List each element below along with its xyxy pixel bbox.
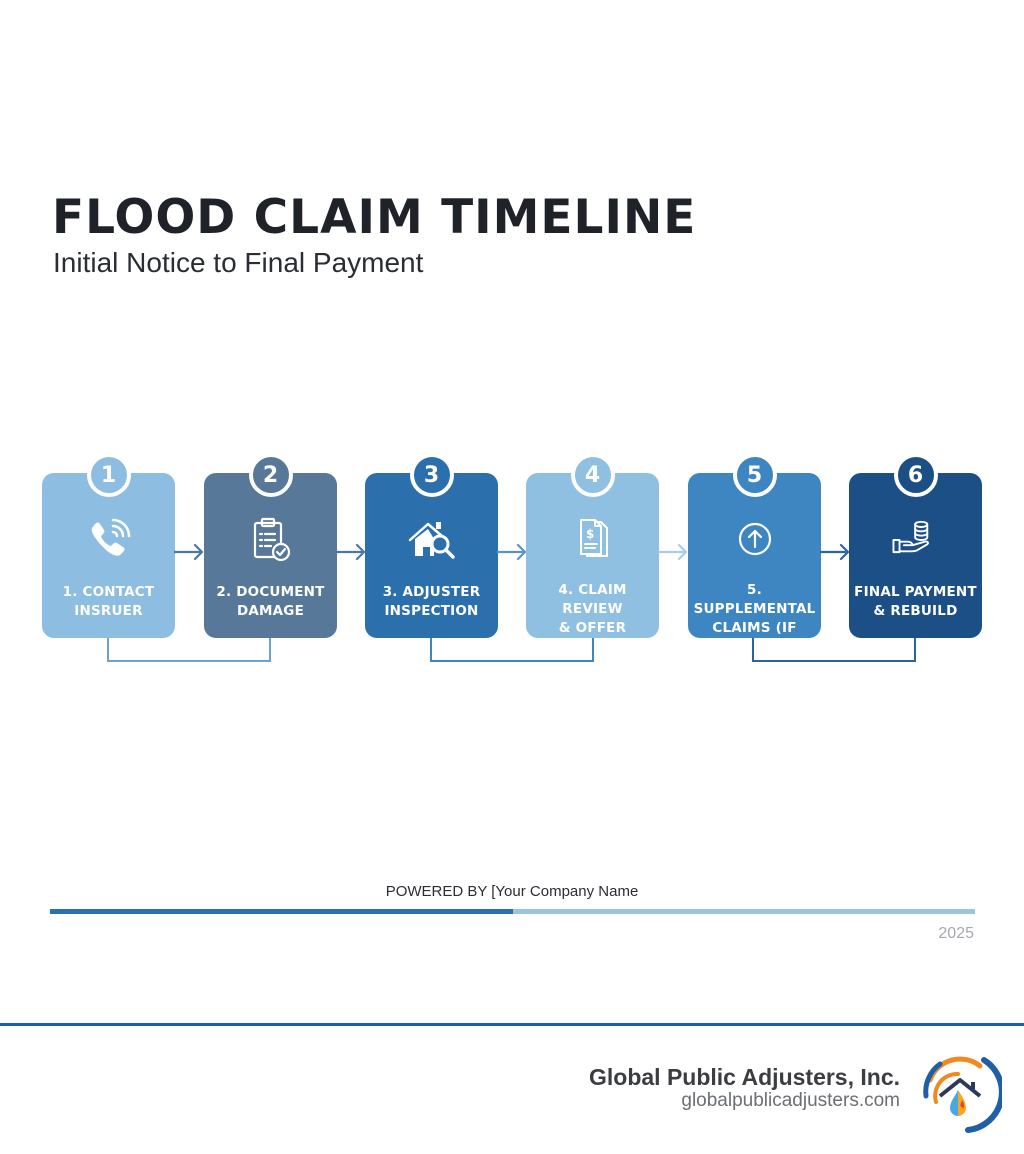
footer-divider [0,1023,1024,1026]
step-card-3 [365,462,498,638]
step-label: 3. ADJUSTER INSPECTION [382,584,481,619]
house-search-icon [405,513,459,567]
clipboard-check-icon [244,513,298,567]
step-number-badge: 3 [410,453,454,497]
step-number-badge: 2 [249,453,293,497]
step-label: 5. SUPPLEMENTAL CLAIMS (IF ANY) [693,582,816,655]
arrow-right-icon [336,541,368,563]
step-number-badge: 5 [733,453,777,497]
progress-bar [50,909,975,914]
step-card-4 [526,462,659,638]
circle-arrow-up-icon [728,513,782,565]
step-number-badge: 4 [571,453,615,497]
powered-by-text: POWERED BY [Your Company Name [385,883,639,900]
step-number-badge: 6 [894,453,938,497]
progress-bar-fill [50,909,513,914]
hand-coins-icon [889,513,943,567]
company-branding [589,1064,900,1112]
svg-text:$: $ [585,527,594,541]
step-label: 4. CLAIM REVIEW & OFFER [558,582,627,636]
step-card-6 [849,462,982,638]
step-label: 2. DOCUMENT DAMAGE [216,584,325,619]
bracket-connector [107,638,271,662]
bracket-connector [430,638,594,662]
step-number-badge: 1 [87,453,131,497]
step-card-5 [688,462,821,655]
phone-icon [82,513,136,567]
arrow-right-icon [497,541,529,563]
bracket-connector [752,638,916,662]
arrow-right-icon [174,541,206,563]
step-card-1 [42,462,175,638]
arrow-right-icon [820,541,852,563]
page-title: FLOOD CLAIM TIMELINE [52,190,697,245]
arrow-right-icon [658,541,690,563]
company-website-link[interactable]: globalpublicadjusters.com [681,1090,900,1111]
page-subtitle: Initial Notice to Final Payment [53,247,424,278]
invoice-dollar-icon [566,513,620,565]
year-label: 2025 [938,925,974,942]
step-label: FINAL PAYMENT & REBUILD [854,584,977,619]
step-card-2 [204,462,337,638]
step-label: 1. CONTACT INSRUER [62,584,155,619]
company-name: Global Public Adjusters, Inc. [589,1064,900,1090]
house-water-fire-logo-icon [918,1050,1002,1134]
